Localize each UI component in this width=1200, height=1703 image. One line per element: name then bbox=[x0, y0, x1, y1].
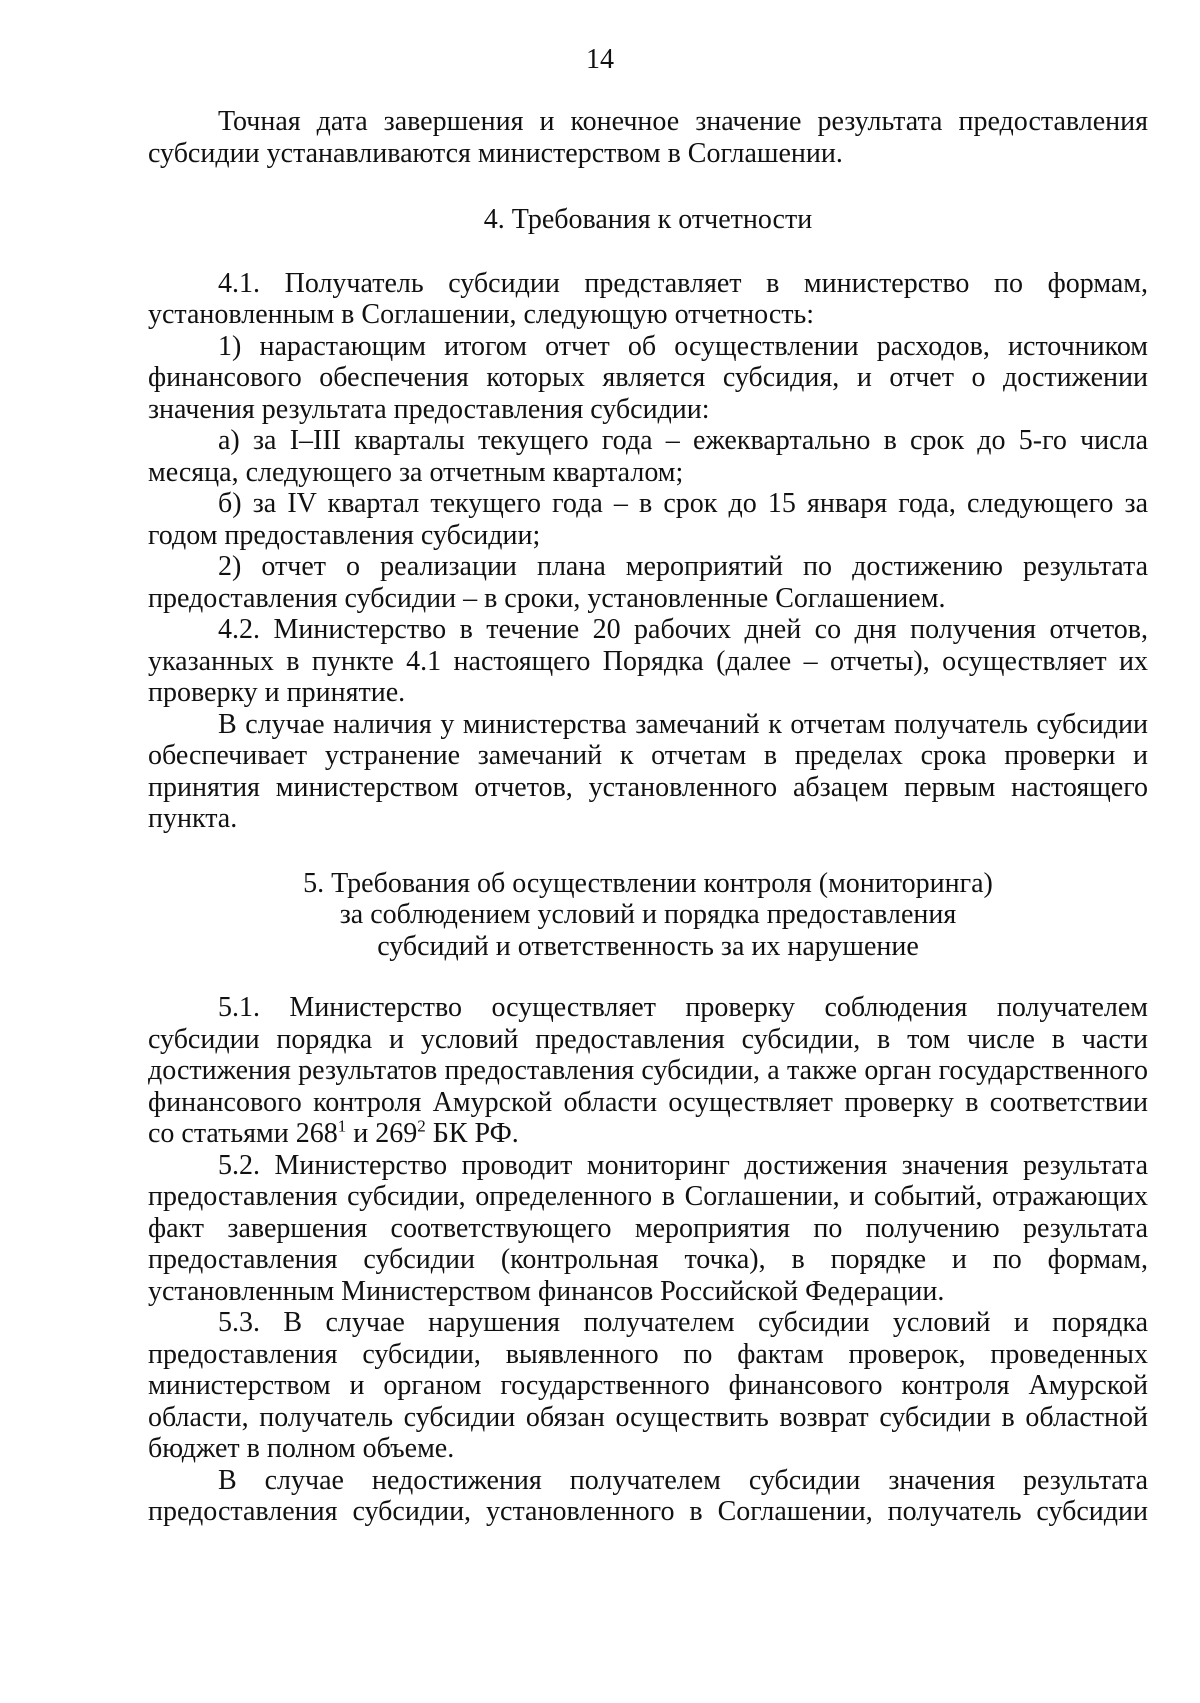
paragraph-completion-date: Точная дата завершения и конечное значение результата предоставления субсидии устанавливаются министерством в Соглашении. bbox=[148, 106, 1148, 169]
section-5-heading-line: 5. Требования об осуществлении контроля (мониторинга) bbox=[303, 867, 993, 899]
section-5-heading-line: субсидий и ответственность за их нарушение bbox=[377, 930, 919, 962]
paragraph-4-1-item-b: б) за IV квартал текущего года – в срок до 15 января года, следующего за годом предоставления субсидии; bbox=[148, 488, 1148, 551]
article-268-superscript: 1 bbox=[337, 1116, 347, 1136]
paragraph-5-3-non-achievement: В случае недостижения получателем субсидии значения результата предоставления субсидии, установленного в Соглашении, получатель субсидии bbox=[148, 1464, 1148, 1527]
paragraph-5-1-end: БК РФ. bbox=[425, 1118, 519, 1149]
paragraph-4-1-item-2: 2) отчет о реализации плана мероприятий по достижению результата предоставления субсидии – в сроки, установленные Соглашением. bbox=[148, 551, 1148, 614]
section-4-heading: 4. Требования к отчетности bbox=[483, 204, 813, 235]
paragraph-4-1: 4.1. Получатель субсидии представляет в министерство по формам, установленным в Соглашении, следующую отчетность: bbox=[148, 267, 1148, 330]
section-5-heading-line: за соблюдением условий и порядка предоставления bbox=[339, 899, 957, 930]
article-269-superscript: 2 bbox=[417, 1116, 426, 1136]
paragraph-5-1-text: 5.1. Министерство осуществляет проверку соблюдения получателем субсидии порядка и условий предоставления субсидии, в том числе в части достижения результатов предоставления субсидии, а также орган государственного финансового контроля Амурской области осуществляет проверку в соответствии со статьями 268 bbox=[148, 992, 1148, 1149]
paragraph-4-1-item-1: 1) нарастающим итогом отчет об осуществлении расходов, источником финансового обеспечения которых является субсидия, и отчет о достижении значения результата предоставления субсидии: bbox=[148, 330, 1148, 425]
paragraph-4-2-remarks: В случае наличия у министерства замечаний к отчетам получатель субсидии обеспечивает устранение замечаний к отчетам в пределах срока проверки и принятия министерством отчетов, установленного абзацем первым настоящего пункта. bbox=[148, 708, 1148, 834]
paragraph-5-3: 5.3. В случае нарушения получателем субсидии условий и порядка предоставления субсидии, выявленного по фактам проверок, проведенных министерством и органом государственного финансового контроля Амурской области, получатель субсидии обязан осуществить возврат субсидии в областной бюджет в полном объеме. bbox=[148, 1307, 1148, 1464]
paragraph-5-1 bbox=[148, 992, 1148, 1150]
paragraph-5-2: 5.2. Министерство проводит мониторинг достижения значения результата предоставления субсидии, определенного в Соглашении, и событий, отражающих факт завершения соответствующего мероприятия по получению результата предоставления субсидии (контрольная точка), в порядке и по формам, установленным Министерством финансов Российской Федерации. bbox=[148, 1149, 1148, 1307]
paragraph-4-2: 4.2. Министерство в течение 20 рабочих дней со дня получения отчетов, указанных в пункте 4.1 настоящего Порядка (далее – отчеты), осуществляет их проверку и принятие. bbox=[148, 614, 1148, 708]
paragraph-5-1-mid: и 269 bbox=[346, 1118, 418, 1149]
page-number: 14 bbox=[586, 44, 614, 75]
document-body bbox=[148, 106, 1148, 1528]
section-5-heading bbox=[148, 868, 1148, 963]
paragraph-4-1-item-a: а) за I–III кварталы текущего года – ежеквартально в срок до 5-го числа месяца, следующего за отчетным кварталом; bbox=[148, 425, 1148, 488]
